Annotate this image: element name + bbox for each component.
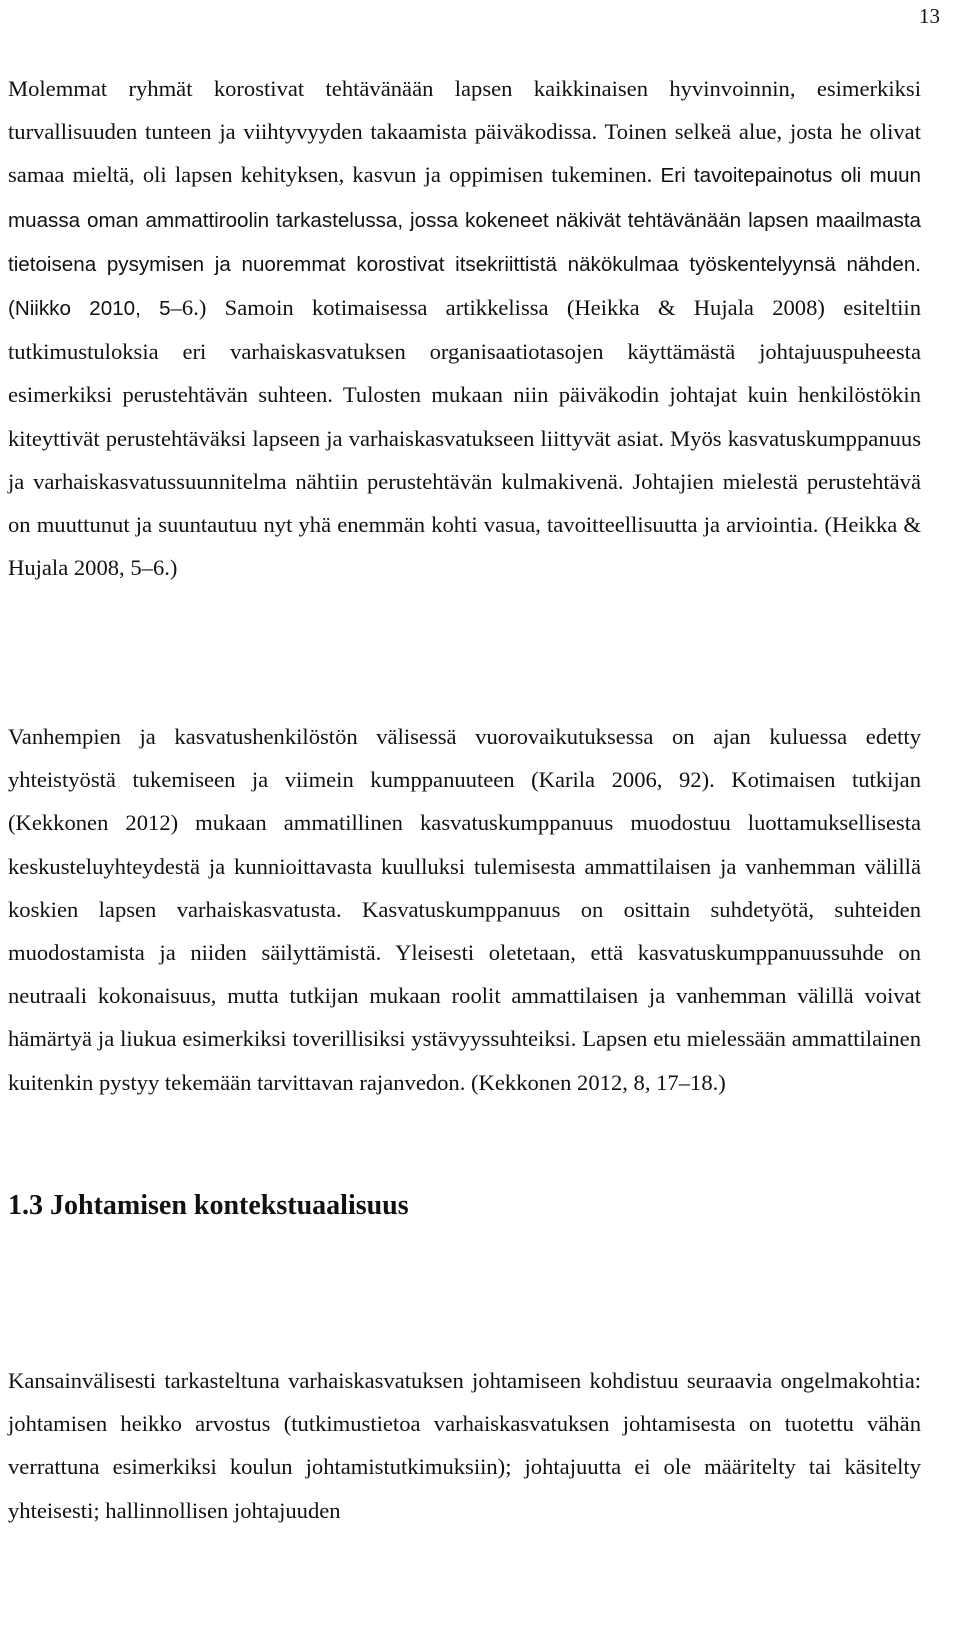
section-heading: 1.3 Johtamisen kontekstuaalisuus (8, 1190, 409, 1221)
body-paragraph-1 (8, 67, 921, 589)
paragraph-1-serif-part: Molemmat ryhmät korostivat tehtävänään lapsen kaikkinaisen hyvinvoinnin, esimerkiksi turvallisuuden tunteen ja viihtyvyyden takaamista päiväkodissa. Toinen selkeä alue, josta he olivat samaa mieltä, oli lapsen kehityksen, kasvun ja oppimisen tukeminen. (8, 76, 921, 188)
body-paragraph-3: Kansainvälisesti tarkasteltuna varhaiskasvatuksen johtamiseen kohdistuu seuraavia ongelmakohtia: johtamisen heikko arvostus (tutkimustietoa varhaiskasvatuksen johtamisesta on tuotettu vähän verrattuna esimerkiksi koulun johtamistutkimuksiin); johtajuutta ei ole määritelty tai käsitelty yhteisesti; hallinnollisen johtajuuden (8, 1368, 921, 1523)
page-number: 13 (919, 4, 940, 28)
body-paragraph-2: Vanhempien ja kasvatushenkilöstön välisessä vuorovaikutuksessa on ajan kuluessa edetty yhteistyöstä tukemiseen ja viimein kumppanuuteen (Karila 2006, 92). Kotimaisen tutkijan (Kekkonen 2012) mukaan ammatillinen kasvatuskumppanuus muodostuu luottamuksellisesta keskusteluyhteydestä ja kunnioittavasta kuulluksi tulemisesta ammattilaisen ja vanhemman välillä koskien lapsen varhaiskasvatusta. Kasvatuskumppanuus on osittain suhdetyötä, suhteiden muodostamista ja niiden säilyttämistä. Yleisesti oletetaan, että kasvatuskumppanuussuhde on neutraali kokonaisuus, mutta tutkijan mukaan roolit ammattilaisen ja vanhemman välillä voivat hämärtyä ja liukua esimerkiksi toverillisiksi ystävyyssuhteiksi. Lapsen etu mielessään ammattilainen kuitenkin pystyy tekemään tarvittavan rajanvedon. (Kekkonen 2012, 8, 17–18.) (8, 724, 921, 1095)
paragraph-1-serif-continuation: –6.) Samoin kotimaisessa artikkelissa (Heikka & Hujala 2008) esiteltiin tutkimustuloksia eri varhaiskasvatuksen organisaatiotasojen käyttämästä johtajuuspuheesta esimerkiksi perustehtävän suhteen. Tulosten mukaan niin päiväkodin johtajat kuin henkilöstökin kiteyttivät perustehtäväksi lapseen ja varhaiskasvatukseen liittyvät asiat. Myös kasvatuskumppanuus ja varhaiskasvatussuunnitelma nähtiin perustehtävän kulmakivenä. Johtajien mielestä perustehtävä on muuttunut ja suuntautuu nyt yhä enemmän kohti vasua, tavoitteellisuutta ja arviointia. (Heikka & Hujala 2008, 5–6.) (8, 295, 921, 581)
paragraph-1-sans-part: Eri tavoitepainotus oli muun muassa oman ammattiroolin tarkastelussa, jossa kokeneet näkivät tehtävänään lapsen maailmasta tietoisena pysymisen ja nuoremmat korostivat itsekriittistä näkökulmaa työskentelyynsä nähden. (Niikko 2010, 5 (8, 164, 921, 321)
